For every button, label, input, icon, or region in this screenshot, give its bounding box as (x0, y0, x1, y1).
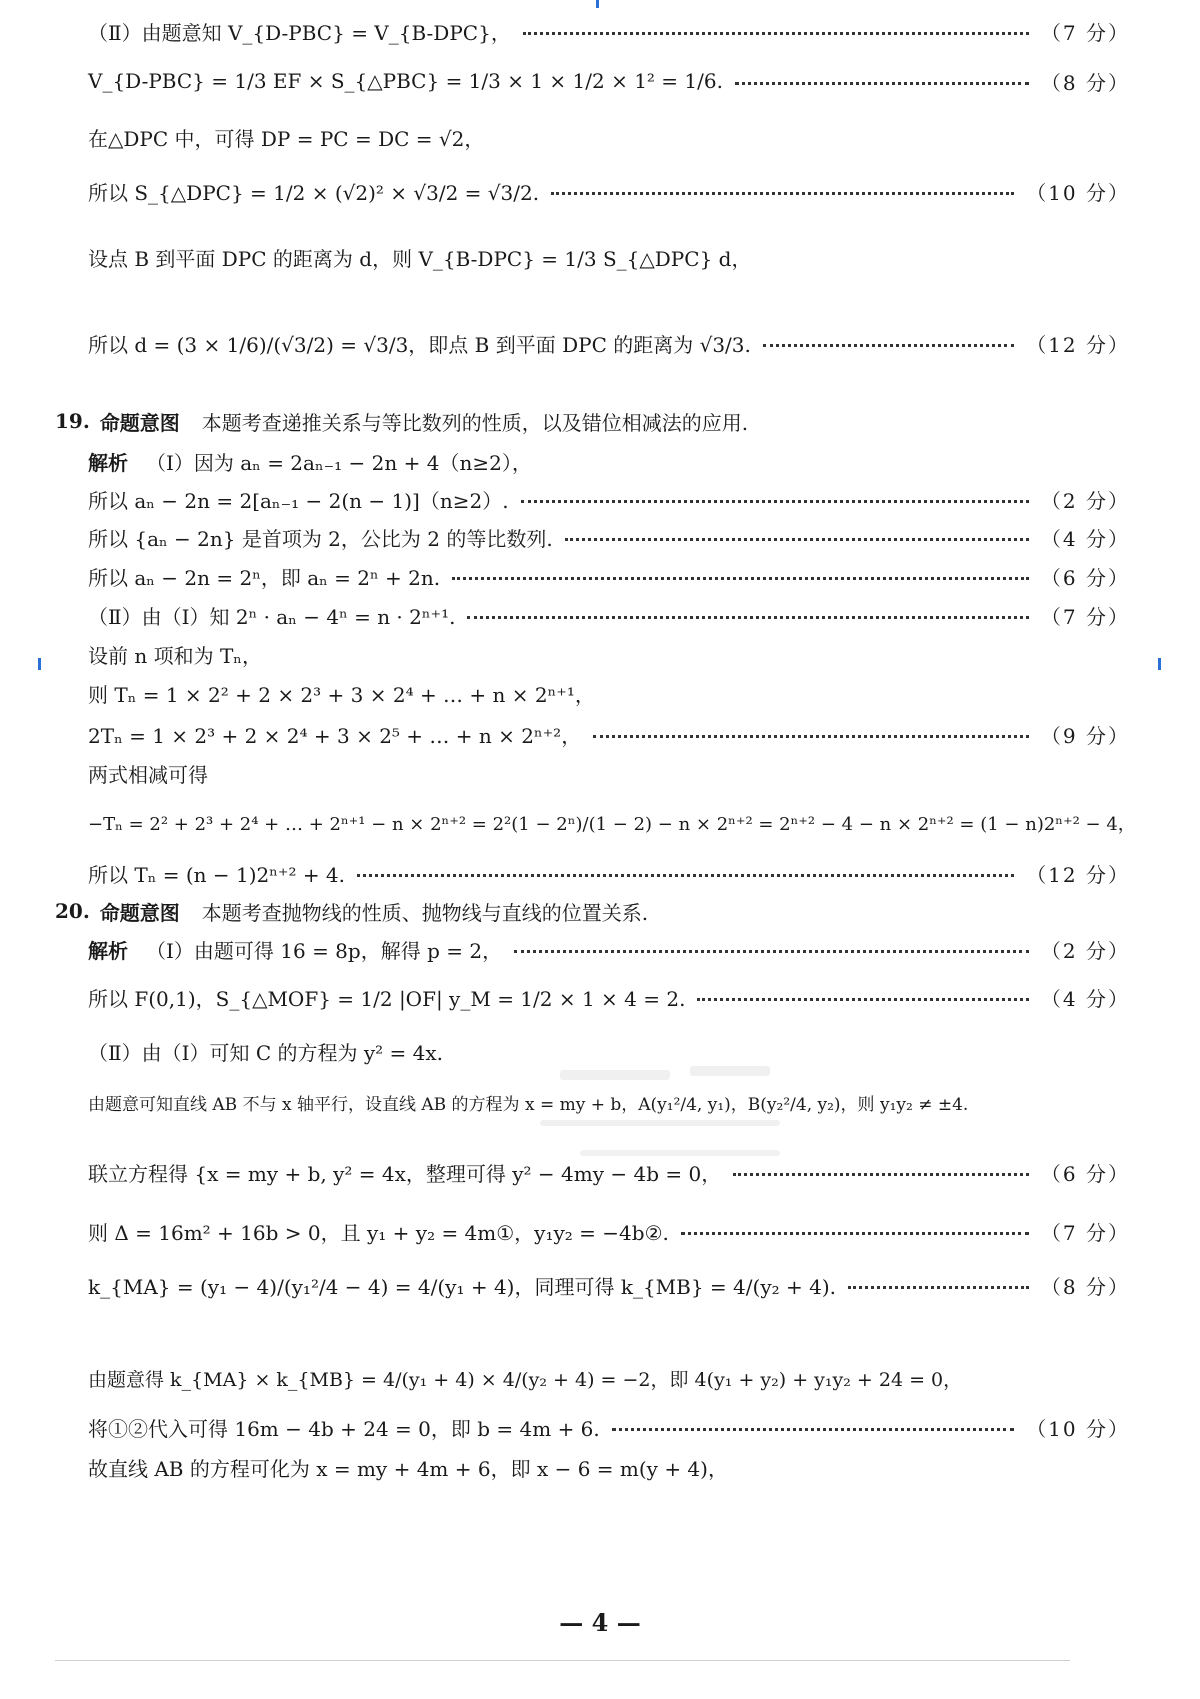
score-mark: （12 分） (1026, 862, 1130, 887)
score-mark: （9 分） (1040, 723, 1130, 748)
solution-line: 所以 d = (3 × 1/6)/(√3/2) = √3/3，即点 B 到平面 DPC 的距离为 √3/3. （12 分） (88, 326, 1130, 360)
solution-line: 将①②代入可得 16m − 4b + 24 = 0，即 b = 4m + 6. （10 分） (88, 1410, 1130, 1444)
score-mark: （2 分） (1040, 488, 1130, 513)
solution-line: 由题意可知直线 AB 不与 x 轴平行，设直线 AB 的方程为 x = my + b，A(y₁²/4, y₁)，B(y₂²/4, y₂)，则 y₁y₂ ≠ ±4. (88, 1094, 969, 1115)
solution-line: 所以 {aₙ − 2n} 是首项为 2，公比为 2 的等比数列. （4 分） (88, 520, 1130, 554)
solution-line: （Ⅱ）由（Ⅰ）可知 C 的方程为 y² = 4x. (88, 1040, 444, 1065)
solution-line: 由题意得 k_{MA} × k_{MB} = 4/(y₁ + 4) × 4/(y₂ + 4) = −2，即 4(y₁ + y₂) + y₁y₂ + 24 = 0， (88, 1368, 963, 1391)
bottom-divider (55, 1660, 1070, 1661)
solution-line: 所以 F(0,1)，S_{△MOF} = 1/2 |OF| y_M = 1/2 × 1 × 4 = 2. （4 分） (88, 980, 1130, 1014)
intent-label: 命题意图 (99, 410, 180, 435)
solution-line: V_{D-PBC} = 1/3 EF × S_{△PBC} = 1/3 × 1 × 1/2 × 1² = 1/6. （8 分） (88, 64, 1130, 98)
solution-line: （Ⅱ）由题意知 V_{D-PBC} = V_{B-DPC}， （7 分） (88, 14, 1130, 48)
faint-watermark (540, 1060, 840, 1170)
solution-line: −Tₙ = 2² + 2³ + 2⁴ + … + 2ⁿ⁺¹ − n × 2ⁿ⁺² = 2²(1 − 2ⁿ)/(1 − 2) − n × 2ⁿ⁺² = 2ⁿ⁺² − 4 − n × 2ⁿ⁺² = (1 − n)2ⁿ⁺² − 4， (88, 814, 1136, 835)
question-number: 20. (55, 899, 90, 923)
solution-line: 故直线 AB 的方程可化为 x = my + 4m + 6，即 x − 6 = m(y + 4)， (88, 1456, 728, 1481)
score-mark: （7 分） (1040, 20, 1130, 45)
solution-line: 解析 （Ⅰ）因为 aₙ = 2aₙ₋₁ − 2n + 4（n≥2）， (88, 444, 1130, 478)
solution-line: 设前 n 项和为 Tₙ， (88, 643, 262, 668)
question-number: 19. (55, 409, 90, 433)
solution-line: 联立方程得 {x = my + b, y² = 4x，整理可得 y² − 4my − 4b = 0， （6 分） (88, 1155, 1130, 1189)
solution-line: 在△DPC 中，可得 DP = PC = DC = √2， (88, 126, 485, 151)
solution-line: 则 Δ = 16m² + 16b > 0，且 y₁ + y₂ = 4m①，y₁y₂ = −4b②. （7 分） (88, 1214, 1130, 1248)
score-mark: （8 分） (1040, 1274, 1130, 1299)
solution-line: 所以 aₙ − 2n = 2[aₙ₋₁ − 2(n − 1)]（n≥2）. （2 分） (88, 482, 1130, 516)
solution-line: 所以 Tₙ = (n − 1)2ⁿ⁺² + 4. （12 分） (88, 856, 1130, 890)
solution-line: 解析 （Ⅰ）由题可得 16 = 8p，解得 p = 2， （2 分） (88, 932, 1130, 966)
score-mark: （8 分） (1040, 70, 1130, 95)
question-header-19: 19. 命题意图 本题考查递推关系与等比数列的性质，以及错位相减法的应用. (55, 404, 1130, 438)
solution-line: （Ⅱ）由（Ⅰ）知 2ⁿ · aₙ − 4ⁿ = n · 2ⁿ⁺¹. （7 分） (88, 598, 1130, 632)
top-edge-mark (596, 0, 599, 8)
score-mark: （6 分） (1040, 565, 1130, 590)
solution-line: 所以 aₙ − 2n = 2ⁿ，即 aₙ = 2ⁿ + 2n. （6 分） (88, 559, 1130, 593)
score-mark: （7 分） (1040, 604, 1130, 629)
score-mark: （6 分） (1040, 1161, 1130, 1186)
solution-line: 两式相减可得 (88, 762, 208, 787)
left-edge-mark (38, 658, 41, 670)
score-mark: （12 分） (1026, 332, 1130, 357)
page-number: — 4 — (559, 1608, 641, 1637)
score-mark: （4 分） (1040, 986, 1130, 1011)
analysis-label: 解析 (88, 938, 128, 963)
score-mark: （4 分） (1040, 526, 1130, 551)
score-mark: （10 分） (1026, 1416, 1130, 1441)
solution-line: k_{MA} = (y₁ − 4)/(y₁²/4 − 4) = 4/(y₁ + 4)，同理可得 k_{MB} = 4/(y₂ + 4). （8 分） (88, 1268, 1130, 1302)
score-mark: （2 分） (1040, 938, 1130, 963)
solution-line: 所以 S_{△DPC} = 1/2 × (√2)² × √3/2 = √3/2. （10 分） (88, 174, 1130, 208)
right-edge-mark (1158, 658, 1161, 670)
analysis-label: 解析 (88, 450, 128, 475)
intent-label: 命题意图 (99, 900, 180, 925)
solution-line: 设点 B 到平面 DPC 的距离为 d，则 V_{B-DPC} = 1/3 S_{△DPC} d， (88, 246, 752, 271)
score-mark: （10 分） (1026, 180, 1130, 205)
solution-line: 2Tₙ = 1 × 2³ + 2 × 2⁴ + 3 × 2⁵ + … + n × 2ⁿ⁺²， （9 分） (88, 717, 1130, 751)
score-mark: （7 分） (1040, 1220, 1130, 1245)
solution-line: 则 Tₙ = 1 × 2² + 2 × 2³ + 3 × 2⁴ + … + n × 2ⁿ⁺¹， (88, 682, 595, 707)
question-header-20: 20. 命题意图 本题考查抛物线的性质、抛物线与直线的位置关系. (55, 894, 1130, 928)
